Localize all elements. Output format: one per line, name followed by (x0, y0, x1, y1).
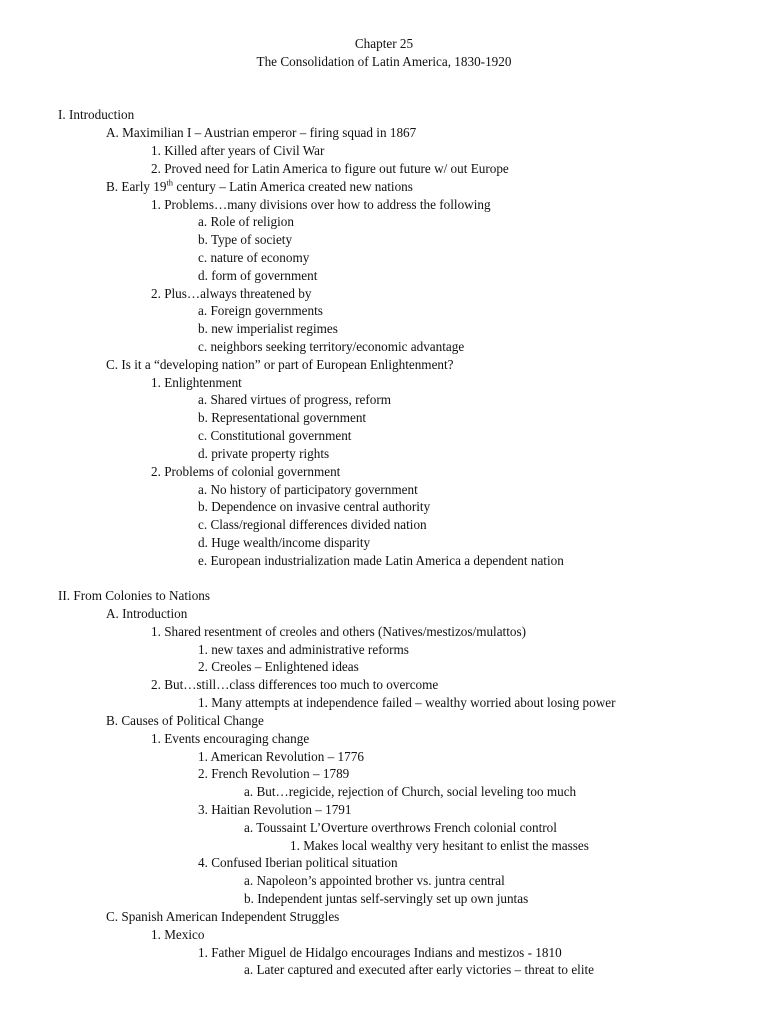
outline-line: b. Independent juntas self-servingly set up own juntas (244, 891, 529, 906)
outline-line: A. Maximilian I – Austrian emperor – firing squad in 1867 (106, 125, 417, 140)
outline-line: a. Toussaint L’Overture overthrows French colonial control (244, 820, 557, 835)
outline-line: 1. Father Miguel de Hidalgo encourages Indians and mestizos - 1810 (198, 945, 562, 960)
outline-line: a. But…regicide, rejection of Church, social leveling too much (244, 784, 577, 799)
outline-line: 1. Makes local wealthy very hesitant to enlist the masses (290, 838, 589, 853)
outline-line: 2. But…still…class differences too much to overcome (151, 677, 439, 692)
outline-line: 2. French Revolution – 1789 (198, 766, 350, 781)
outline-line: B. Causes of Political Change (106, 713, 264, 728)
outline-line-text: century – Latin America created new nations (173, 179, 413, 194)
outline-line: C. Spanish American Independent Struggles (106, 909, 340, 924)
outline-line: c. Class/regional differences divided nation (198, 517, 427, 532)
outline-line: 1. new taxes and administrative reforms (198, 642, 409, 657)
outline-line: a. Napoleon’s appointed brother vs. juntra central (244, 873, 505, 888)
outline-line: 1. Enlightenment (151, 375, 242, 390)
outline-line: 1. Mexico (151, 927, 205, 942)
outline-line: II. From Colonies to Nations (58, 588, 211, 603)
outline-line: d. Huge wealth/income disparity (198, 535, 371, 550)
outline-line: 1. Many attempts at independence failed – wealthy worried about losing power (198, 695, 616, 710)
outline-line: a. Foreign governments (198, 303, 323, 318)
outline-line: 4. Confused Iberian political situation (198, 855, 398, 870)
chapter-title: The Consolidation of Latin America, 1830-1920 (256, 54, 512, 69)
outline-line (106, 178, 413, 196)
outline-line: b. Representational government (198, 410, 367, 425)
outline-line: c. nature of economy (198, 250, 310, 265)
outline-line: b. Type of society (198, 232, 293, 247)
outline-line: C. Is it a “developing nation” or part of European Enlightenment? (106, 357, 454, 372)
outline-line: a. No history of participatory government (198, 482, 418, 497)
outline-line: 2. Proved need for Latin America to figure out future w/ out Europe (151, 161, 509, 176)
outline-line: d. private property rights (198, 446, 330, 461)
outline-line: 1. Shared resentment of creoles and others (Natives/mestizos/mulattos) (151, 624, 527, 639)
outline-line: 3. Haitian Revolution – 1791 (198, 802, 352, 817)
outline-line: 2. Problems of colonial government (151, 464, 341, 479)
ordinal-superscript: th (166, 177, 174, 188)
outline-line: A. Introduction (106, 606, 188, 621)
outline-line: a. Later captured and executed after early victories – threat to elite (244, 962, 595, 977)
chapter-label: Chapter 25 (354, 36, 414, 51)
outline-line: c. Constitutional government (198, 428, 352, 443)
outline-line: b. new imperialist regimes (198, 321, 338, 336)
outline-line: 1. Killed after years of Civil War (151, 143, 325, 158)
outline-line: d. form of government (198, 268, 318, 283)
outline-line: e. European industrialization made Latin America a dependent nation (198, 553, 564, 568)
outline-line: 1. American Revolution – 1776 (198, 749, 364, 764)
outline-line: c. neighbors seeking territory/economic advantage (198, 339, 465, 354)
outline-line: 2. Plus…always threatened by (151, 286, 312, 301)
outline-line: I. Introduction (58, 107, 135, 122)
outline-line: a. Shared virtues of progress, reform (198, 392, 391, 407)
outline-line: 1. Events encouraging change (151, 731, 310, 746)
outline-line: a. Role of religion (198, 214, 294, 229)
outline-line: 1. Problems…many divisions over how to address the following (151, 197, 491, 212)
outline-line: 2. Creoles – Enlightened ideas (198, 659, 359, 674)
outline-line-text: B. Early 19 (106, 179, 167, 194)
outline-line: b. Dependence on invasive central authority (198, 499, 431, 514)
